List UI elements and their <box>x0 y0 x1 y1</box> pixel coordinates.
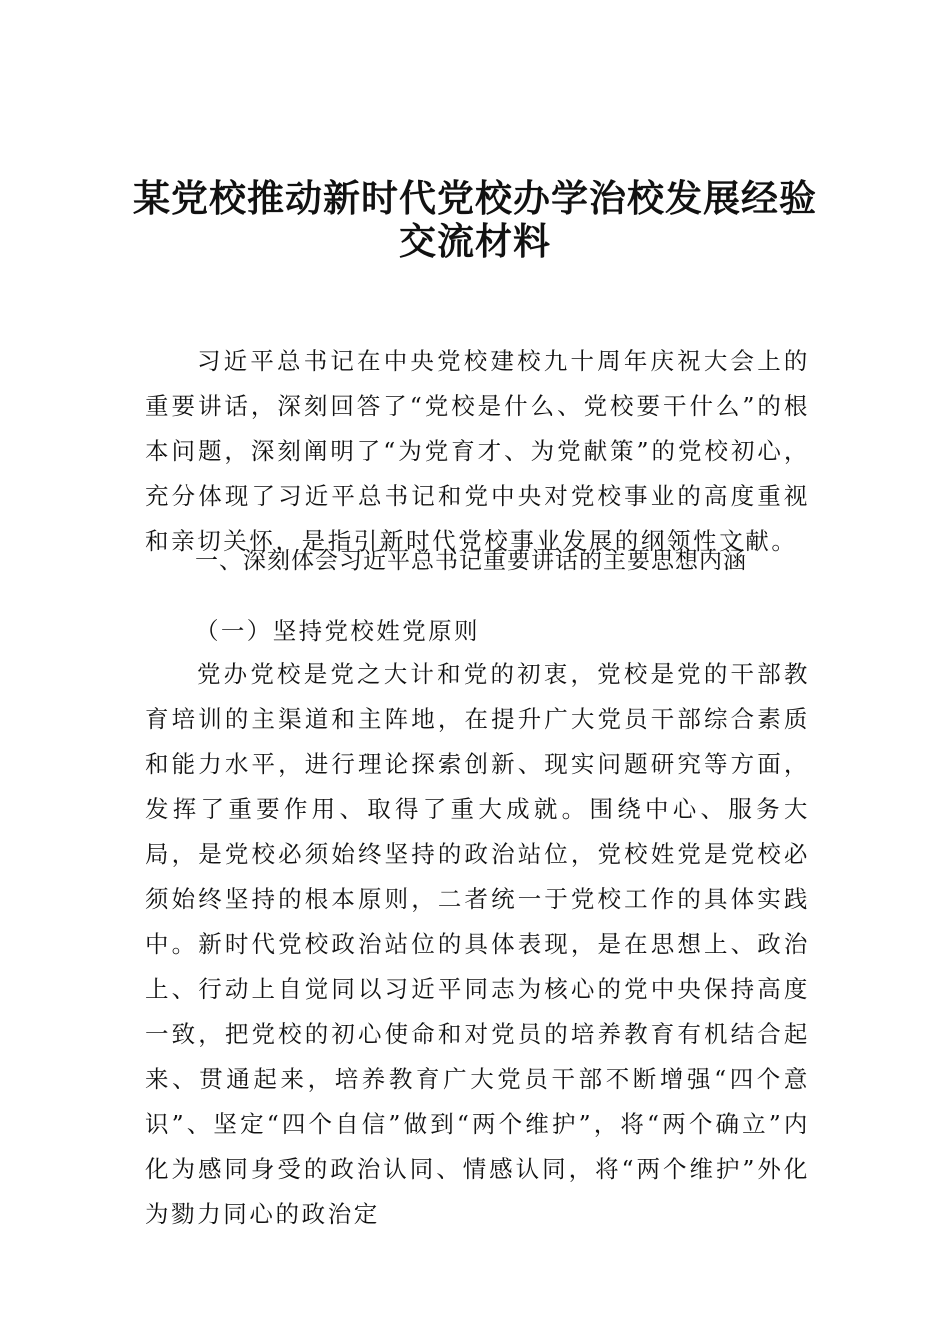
document-title-line-1: 某党校推动新时代党校办学治校发展经验 <box>133 176 817 220</box>
body-paragraph: 党办党校是党之大计和党的初衷，党校是党的干部教育培训的主渠道和主阵地，在提升广大党员干部综合素质和能力水平，进行理论探索创新、现实问题研究等方面，发挥了重要作用、取得了重大成就。围绕中心、服务大局，是党校必须始终坚持的政治站位，党校姓党是党校必须始终坚持的根本原则，二者统一于党校工作的具体实践中。新时代党校政治站位的具体表现，是在思想上、政治上、行动上自觉同以习近平同志为核心的党中央保持高度一致，把党校的初心使命和对党员的培养教育有机结合起来、贯通起来，培养教育广大党员干部不断增强“四个意识”、坚定“四个自信”做到“两个维护”，将“两个确立”内化为感同身受的政治认同、情感认同，将“两个维护”外化为勠力同心的政治定 <box>145 660 810 1228</box>
subsection-heading: （一）坚持党校姓党原则 <box>195 617 480 645</box>
section-heading: 一、深刻体会习近平总书记重要讲话的主要思想内涵 <box>195 548 747 574</box>
document-title-line-2: 交流材料 <box>399 219 551 263</box>
intro-paragraph: 习近平总书记在中央党校建校九十周年庆祝大会上的重要讲话，深刻回答了“党校是什么、党校要干什么”的根本问题，深刻阐明了“为党育才、为党献策”的党校初心，充分体现了习近平总书记和党中央对党校事业的高度重视和亲切关怀，是指引新时代党校事业发展的纲领性文献。 <box>145 347 810 555</box>
